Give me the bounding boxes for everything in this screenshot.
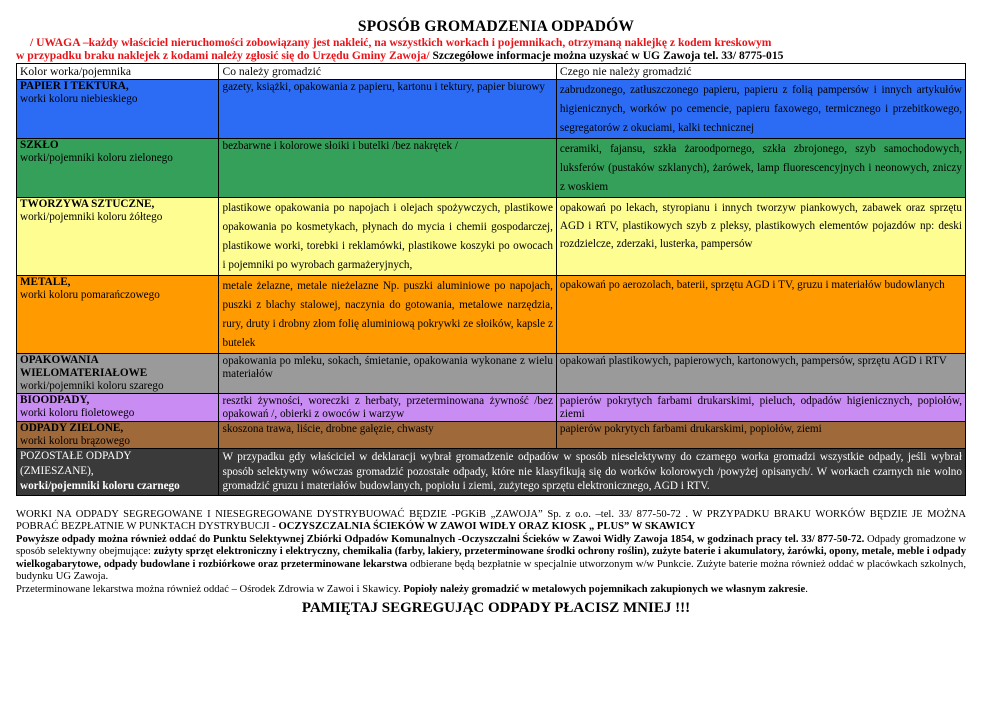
category-container: worki koloru niebieskiego xyxy=(20,93,138,105)
distribution-text: WORKI NA ODPADY SEGREGOWANE I NIESEGREGOWANE DYSTRYBUOWAĆ BĘDZIE -PGKiB „ZAWOJA” Sp. z o.o. –tel. 33/ 877-50-72 . W PRZYPADKU BRAKU WORKÓW BĘDZIE JE MOŻNA POBRAĆ BEZPŁATNIE W PUNKTACH DYSTRYBUCJI - xyxy=(16,508,966,533)
ash-text: Popioły należy gromadzić w metalowych pojemnikach zakupionych we własnym zakresie xyxy=(403,584,806,596)
document-page xyxy=(16,0,976,617)
header-exclude: Czego nie należy gromadzić xyxy=(556,64,965,80)
collection-point-text: Powyższe odpady można również oddać do Punktu Selektywnej Zbiórki Odpadów Komunalnych -Oczyszczalni Ścieków w Zawoi Widły Zawoja 1854, w godzinach pracy tel. 33/ 877-50-72. xyxy=(16,533,865,545)
footer-distribution xyxy=(16,509,966,534)
exclude-cell: ceramiki, fajansu, szkła żaroodpornego, szkła zbrojonego, szyb samochodowych, luksferów (pustaków szklanych), żarówek, lamp fluorescencyjnych i neonowych, zniczy z woskiem xyxy=(556,139,965,198)
row-label xyxy=(17,139,219,198)
table-row-paper xyxy=(17,80,966,139)
row-label xyxy=(17,80,219,139)
exclude-cell: opakowań plastikowych, papierowych, kartonowych, pampersów, sprzętu AGD i RTV xyxy=(556,354,965,394)
footer-collection-point xyxy=(16,534,966,584)
selective-outro: odbierane będą bezpłatnie w specjalnie utworzonym w/w Punkcie. Zużyte baterie można również oddać w placówkach szkolnych, budynku UG Zawoja. xyxy=(16,558,966,583)
mixed-description: W przypadku gdy właściciel w deklaracji wybrał gromadzenie odpadów w sposób nieselektywny do czarnego worka gromadzi wszystkie odpady, jeśli wybrał sposób selektywny wówczas gromadzić pozostałe odpady, które nie klasyfikują się do worków kolorowych /powyżej opisanych/. W workach czarnych nie wolno gromadzić gruzu i materiałów budowlanych, popiołu i ziemi, zużytego sprzętu elektronicznego, AGD i RTV. xyxy=(219,449,966,496)
selective-intro: Odpady gromadzone w sposób selektywny obejmujące: xyxy=(16,533,966,558)
row-label xyxy=(17,354,219,394)
table-row-plastics xyxy=(17,198,966,276)
row-label xyxy=(17,394,219,422)
table-header-row xyxy=(17,64,966,80)
warning-line-1: / UWAGA –każdy właściciel nieruchomości zobowiązany jest nakleić, na wszystkich workach i pojemnikach, otrzymaną naklejkę z kodem kreskowym xyxy=(30,36,772,49)
category-container: worki/pojemniki koloru żółtego xyxy=(20,211,163,223)
row-label xyxy=(17,422,219,449)
category-container: worki koloru pomarańczowego xyxy=(20,289,160,301)
collect-cell: plastikowe opakowania po napojach i olejach spożywczych, plastikowe opakowania po kosmetykach, płynach do mycia i chemii gospodarczej, plastikowe worki, torebki i reklamówki, plastikowe koszyki po owocach i pojemniki po wyrobach garmażeryjnych, xyxy=(219,198,556,276)
footer-medicines xyxy=(16,584,966,597)
table-row-metals xyxy=(17,276,966,354)
category-name: ODPADY ZIELONE, xyxy=(20,422,124,434)
category-name: PAPIER I TEKTURA, xyxy=(20,80,129,92)
exclude-cell: zabrudzonego, zatłuszczonego papieru, papieru z folią pampersów i innych artykułów higienicznych, worków po cemencie, papieru faxowego, termicznego i przebitkowego, segregatorów z okuciami, kalki technicznej xyxy=(556,80,965,139)
header-container-color: Kolor worka/pojemnika xyxy=(17,64,219,80)
mixed-container: worki/pojemniki koloru czarnego xyxy=(20,480,180,492)
collect-cell: bezbarwne i kolorowe słoiki i butelki /bez nakrętek / xyxy=(219,139,556,198)
category-container: worki koloru brązowego xyxy=(20,435,130,447)
distribution-points: OCZYSZCZALNIA ŚCIEKÓW W ZAWOI WIDŁY ORAZ KIOSK „ PLUS” W SKAWICY xyxy=(278,521,696,533)
table-row-mixed xyxy=(17,449,966,496)
table-row-bio xyxy=(17,394,966,422)
collect-cell: metale żelazne, metale nieżelazne Np. puszki aluminiowe po napojach, puszki z blachy stalowej, naczynia do gotowania, metalowe narzędzia, rury, druty i drobny złom folię aluminiową pokrywki ze słoików, kapsle z butelek xyxy=(219,276,556,354)
category-name: TWORZYWA SZTUCZNE, xyxy=(20,198,155,210)
ash-period: . xyxy=(805,584,808,596)
table-row-glass xyxy=(17,139,966,198)
category-container: worki koloru fioletowego xyxy=(20,407,135,419)
row-label xyxy=(17,198,219,276)
category-name: METALE, xyxy=(20,276,71,288)
category-name: BIOODPADY, xyxy=(20,394,90,406)
page-title: SPOSÓB GROMADZENIA ODPADÓW xyxy=(357,18,635,35)
exclude-cell: opakowań po aerozolach, baterii, sprzętu AGD i TV, gruzu i materiałów budowlanych xyxy=(556,276,965,354)
category-name: OPAKOWANIA WIELOMATERIAŁOWE xyxy=(20,354,148,379)
selective-items: zużyty sprzęt elektroniczny i elektryczny, chemikalia (farby, lakiery, przeterminowane środki ochrony roślin), zużyte baterie i akumulatory, żarówki, opony, metale, meble i odpady wielkogabarytowe, odpady budowlane i rozbiórkowe oraz przeterminowane lekarstwa xyxy=(16,546,966,570)
waste-table xyxy=(16,63,966,496)
header-collect: Co należy gromadzić xyxy=(219,64,556,80)
collect-cell: gazety, książki, opakowania z papieru, kartonu i tektury, papier biurowy xyxy=(219,80,556,139)
final-slogan: PAMIĘTAJ SEGREGUJĄC ODPADY PŁACISZ MNIEJ !!! xyxy=(301,599,691,616)
collect-cell: skoszona trawa, liście, drobne gałęzie, chwasty xyxy=(219,422,556,449)
collect-cell: opakowania po mleku, sokach, śmietanie, opakowania wykonane z wielu materiałów xyxy=(219,354,556,394)
warning-notice xyxy=(16,36,976,62)
category-name: SZKŁO xyxy=(20,139,59,151)
info-contact: Szczegółowe informacje można uzyskać w UG Zawoja tel. 33/ 8775-015 xyxy=(429,49,784,62)
footer-notes xyxy=(16,509,966,597)
row-label xyxy=(17,449,219,496)
exclude-cell: papierów pokrytych farbami drukarskimi, pieluch, odpadów higienicznych, popiołów, ziemi xyxy=(556,394,965,422)
exclude-cell: opakowań po lekach, styropianu i innych tworzyw piankowych, zabawek oraz sprzętu AGD i RTV, plastikowych szyb z pleksy, plastikowych elementów pojazdów np: deski rozdzielcze, zderzaki, lusterka, pampersów xyxy=(556,198,965,276)
collect-cell: resztki żywności, woreczki z herbaty, przeterminowana żywność /bez opakowań /, obierki z owoców i warzyw xyxy=(219,394,556,422)
category-container: worki/pojemniki koloru szarego xyxy=(20,380,164,392)
warning-line-2: w przypadku braku naklejek z kodami należy zgłosić się do Urzędu Gminy Zawoja/ xyxy=(16,49,430,62)
row-label xyxy=(17,276,219,354)
medicines-text: Przeterminowane lekarstwa można również oddać – Ośrodek Zdrowia w Zawoi i Skawicy. xyxy=(16,584,404,596)
exclude-cell: papierów pokrytych farbami drukarskimi, popiołów, ziemi xyxy=(556,422,965,449)
table-row-green-waste xyxy=(17,422,966,449)
category-container: worki/pojemniki koloru zielonego xyxy=(20,152,173,164)
table-row-multimaterial xyxy=(17,354,966,394)
mixed-line-2: (ZMIESZANE), xyxy=(20,465,94,477)
mixed-line-1: POZOSTAŁE ODPADY xyxy=(20,450,132,462)
